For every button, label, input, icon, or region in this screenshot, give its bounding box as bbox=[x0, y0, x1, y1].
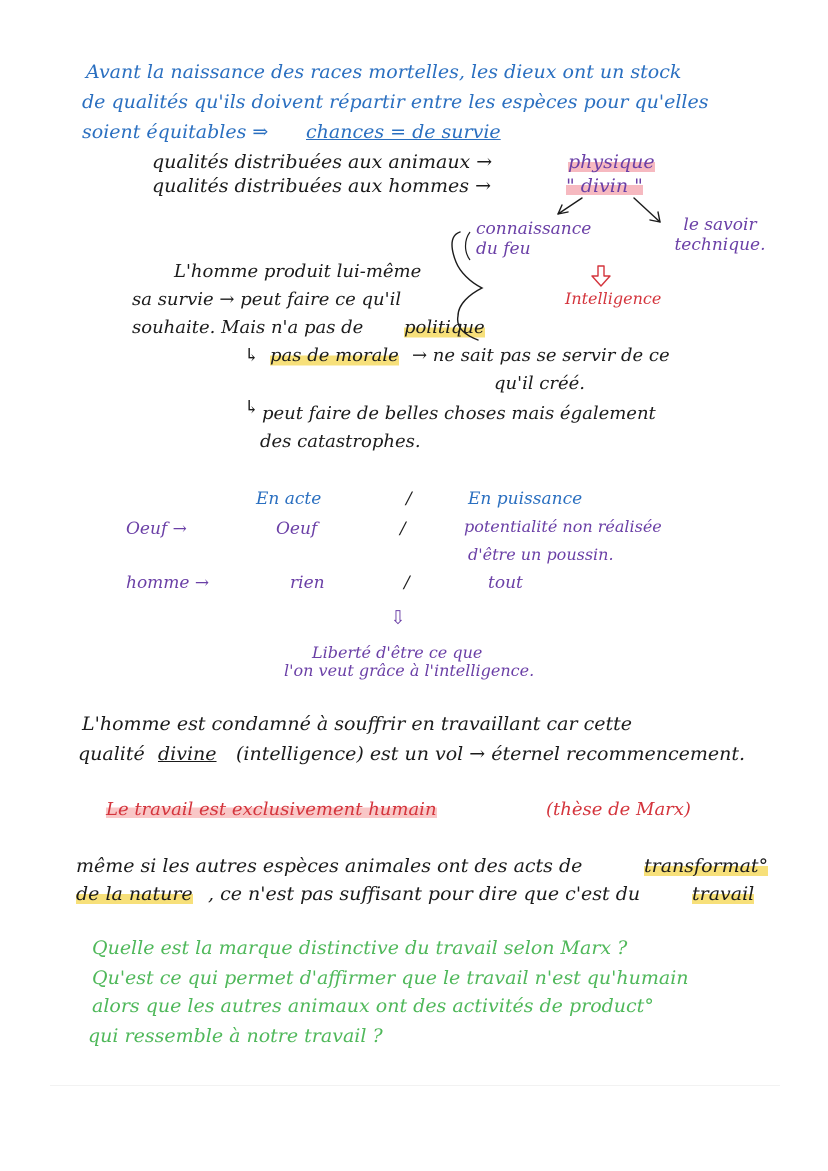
meme-line-1b: transformat° bbox=[644, 855, 769, 877]
table-conclusion-2: l'on veut grâce à l'intelligence. bbox=[284, 661, 535, 680]
condamne-line-2b: divine bbox=[158, 743, 217, 765]
homme-line-7: des catastrophes. bbox=[260, 431, 421, 452]
thesis-main: Le travail est exclusivement humain bbox=[106, 799, 437, 820]
table-row1-puissance-2: d'être un poussin. bbox=[468, 545, 614, 564]
table-row2-puissance: tout bbox=[488, 573, 523, 593]
intro-line-3a: soient équitables ⇒ bbox=[82, 121, 269, 143]
question-line-3: alors que les autres animaux ont des activités de product° bbox=[92, 995, 654, 1017]
meme-line-2a: de la nature bbox=[76, 883, 193, 905]
condamne-line-1: L'homme est condamné à souffrir en travaillant car cette bbox=[82, 713, 632, 735]
homme-line-3a: souhaite. Mais n'a pas de bbox=[132, 317, 364, 338]
homme-line-2: sa survie → peut faire ce qu'il bbox=[132, 289, 402, 310]
intro-line-1: Avant la naissance des races mortelles, les dieux ont un stock bbox=[86, 61, 682, 83]
technique-knowledge: le savoir technique. bbox=[674, 215, 766, 255]
intro-line-2: de qualités qu'ils doivent répartir entre les espèces pour qu'elles bbox=[82, 91, 709, 113]
question-line-4: qui ressemble à notre travail ? bbox=[88, 1025, 383, 1047]
arrow-to-technique-icon bbox=[634, 198, 660, 222]
meme-line-1a: même si les autres espèces animales ont des acts de bbox=[76, 855, 583, 877]
thesis-paren: (thèse de Marx) bbox=[546, 799, 691, 820]
condamne-line-2c: (intelligence) est un vol → éternel recommencement. bbox=[236, 743, 746, 765]
qualities-animals-result: physique bbox=[568, 151, 655, 173]
table-slash-2: / bbox=[400, 519, 406, 539]
homme-line-4b: pas de morale bbox=[270, 345, 399, 366]
intelligence-label: Intelligence bbox=[565, 289, 662, 308]
meme-line-2c: travail bbox=[692, 883, 755, 905]
table-slash-3: / bbox=[404, 573, 410, 593]
condamne-line-2a: qualité bbox=[78, 743, 145, 765]
divin-label: " divin " bbox=[566, 175, 643, 197]
arrow-to-fire-icon bbox=[558, 198, 582, 214]
table-row1-acte: Oeuf bbox=[276, 519, 318, 539]
fire-paren-icon bbox=[466, 232, 471, 260]
homme-line-5: qu'il créé. bbox=[494, 373, 586, 394]
table-row1-puissance-1: potentialité non réalisée bbox=[464, 517, 662, 536]
qualities-humans: qualités distribuées aux hommes → bbox=[152, 175, 491, 197]
homme-line-4a: ↳ bbox=[244, 345, 260, 366]
table-conclusion-1: Liberté d'être ce que bbox=[312, 643, 483, 662]
homme-line-6a: ↳ bbox=[244, 397, 260, 418]
table-down-arrow: ⇩ bbox=[390, 607, 406, 629]
question-line-1: Quelle est la marque distinctive du travail selon Marx ? bbox=[92, 937, 628, 959]
homme-line-4c: → ne sait pas se servir de ce bbox=[412, 345, 670, 366]
homme-line-1: L'homme produit lui-même bbox=[174, 261, 422, 282]
table-slash-1: / bbox=[406, 489, 412, 509]
table-head-puissance: En puissance bbox=[468, 489, 583, 509]
arrow-to-intelligence-icon bbox=[592, 266, 610, 286]
table-row1-label: Oeuf → bbox=[126, 519, 187, 539]
fire-knowledge: connaissance du feu bbox=[476, 219, 592, 259]
homme-line-6b: peut faire de belles choses mais également bbox=[262, 403, 656, 424]
qualities-animals: qualités distribuées aux animaux → bbox=[152, 151, 493, 173]
question-line-2: Qu'est ce qui permet d'affirmer que le travail n'est qu'humain bbox=[92, 967, 689, 989]
table-row2-acte: rien bbox=[290, 573, 325, 593]
table-head-acte: En acte bbox=[256, 489, 322, 509]
meme-line-2b: , ce n'est pas suffisant pour dire que c'est du bbox=[208, 883, 641, 905]
homme-line-3b: politique bbox=[404, 317, 485, 338]
table-row2-label: homme → bbox=[126, 573, 210, 593]
brace-icon bbox=[452, 232, 482, 340]
intro-line-3b: chances = de survie bbox=[306, 121, 501, 143]
